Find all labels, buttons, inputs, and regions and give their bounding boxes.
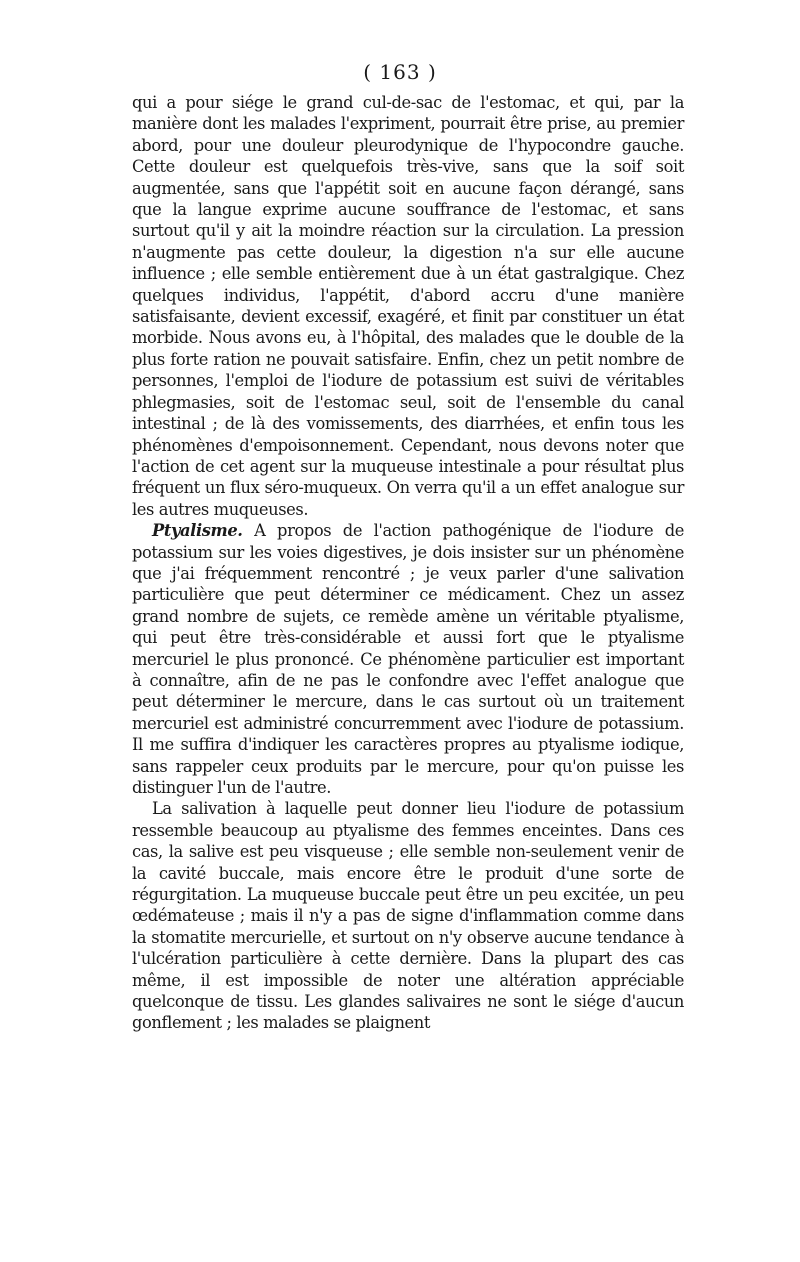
paragraph-text: La salivation à laquelle peut donner lieu l'iodure de potassium ressemble beaucoup au ptyalisme des femmes enceintes. Dans ces cas, la salive est peu visqueuse ; elle semble non-seulement venir de la cavité buccale, mais encore être le produit d'une sorte de régurgitation. La muqueuse buccale peut être un peu excitée, un peu œdémateuse ; mais il n'y a pas de signe d'inflammation comme dans la stomatite mercurielle, et surtout on n'y observe aucune tendance à l'ulcération particulière à cette dernière. Dans la plupart des cas même, il est impossible de noter une altération appréciable quelconque de tissu. Les glandes salivaires ne sont le siége d'aucun gonflement ; les malades se plaignent [132,799,684,1033]
paragraph [132,92,684,520]
page-number: ( 163 ) [363,60,437,84]
body-text [132,92,684,1034]
paragraph [132,520,684,798]
section-run-in-heading: Ptyalisme. [152,521,243,541]
paragraph-text: qui a pour siége le grand cul-de-sac de l'estomac, et qui, par la manière dont les malades l'expriment, pourrait être prise, au premier abord, pour une douleur pleurodynique de l'hypocondre gauche. Cette douleur est quelquefois très-vive, sans que la soif soit augmentée, sans que l'appétit soit en aucune façon dérangé, sans que la langue exprime aucune souffrance de l'estomac, et sans surtout qu'il y ait la moindre réaction sur la circulation. La pression n'augmente pas cette douleur, la digestion n'a sur elle aucune influence ; elle semble entièrement due à un état gastralgique. Chez quelques individus, l'appétit, d'abord accru d'une manière satisfaisante, devient excessif, exagéré, et finit par constituer un état morbide. Nous avons eu, à l'hôpital, des malades que le double de la plus forte ration ne pouvait satisfaire. Enfin, chez un petit nombre de personnes, l'emploi de l'iodure de potassium est suivi de véritables phlegmasies, soit de l'estomac seul, soit de l'ensemble du canal intestinal ; de là des vomissements, des diarrhées, et enfin tous les phénomènes d'empoisonnement. Cependant, nous devons noter que l'action de cet agent sur la muqueuse intestinale a pour résultat plus fréquent un flux séro-muqueux. On verra qu'il a un effet analogue sur les autres muqueuses. [132,93,684,519]
paragraph-text: A propos de l'action pathogénique de l'iodure de potassium sur les voies digestives, je dois insister sur un phénomène que j'ai fréquemment rencontré ; je veux parler d'une salivation particulière que peut déterminer ce médicament. Chez un assez grand nombre de sujets, ce remède amène un véritable ptyalisme, qui peut être très-considérable et aussi fort que le ptyalisme mercuriel le plus prononcé. Ce phénomène particulier est important à connaître, afin de ne pas le confondre avec l'effet analogue que peut déterminer le mercure, dans le cas surtout où un traitement mercuriel est administré concurremment avec l'iodure de potassium. Il me suffira d'indiquer les caractères propres au ptyalisme iodique, sans rappeler ceux produits par le mercure, pour qu'on puisse les distinguer l'un de l'autre. [132,521,684,797]
paragraph [132,798,684,1033]
